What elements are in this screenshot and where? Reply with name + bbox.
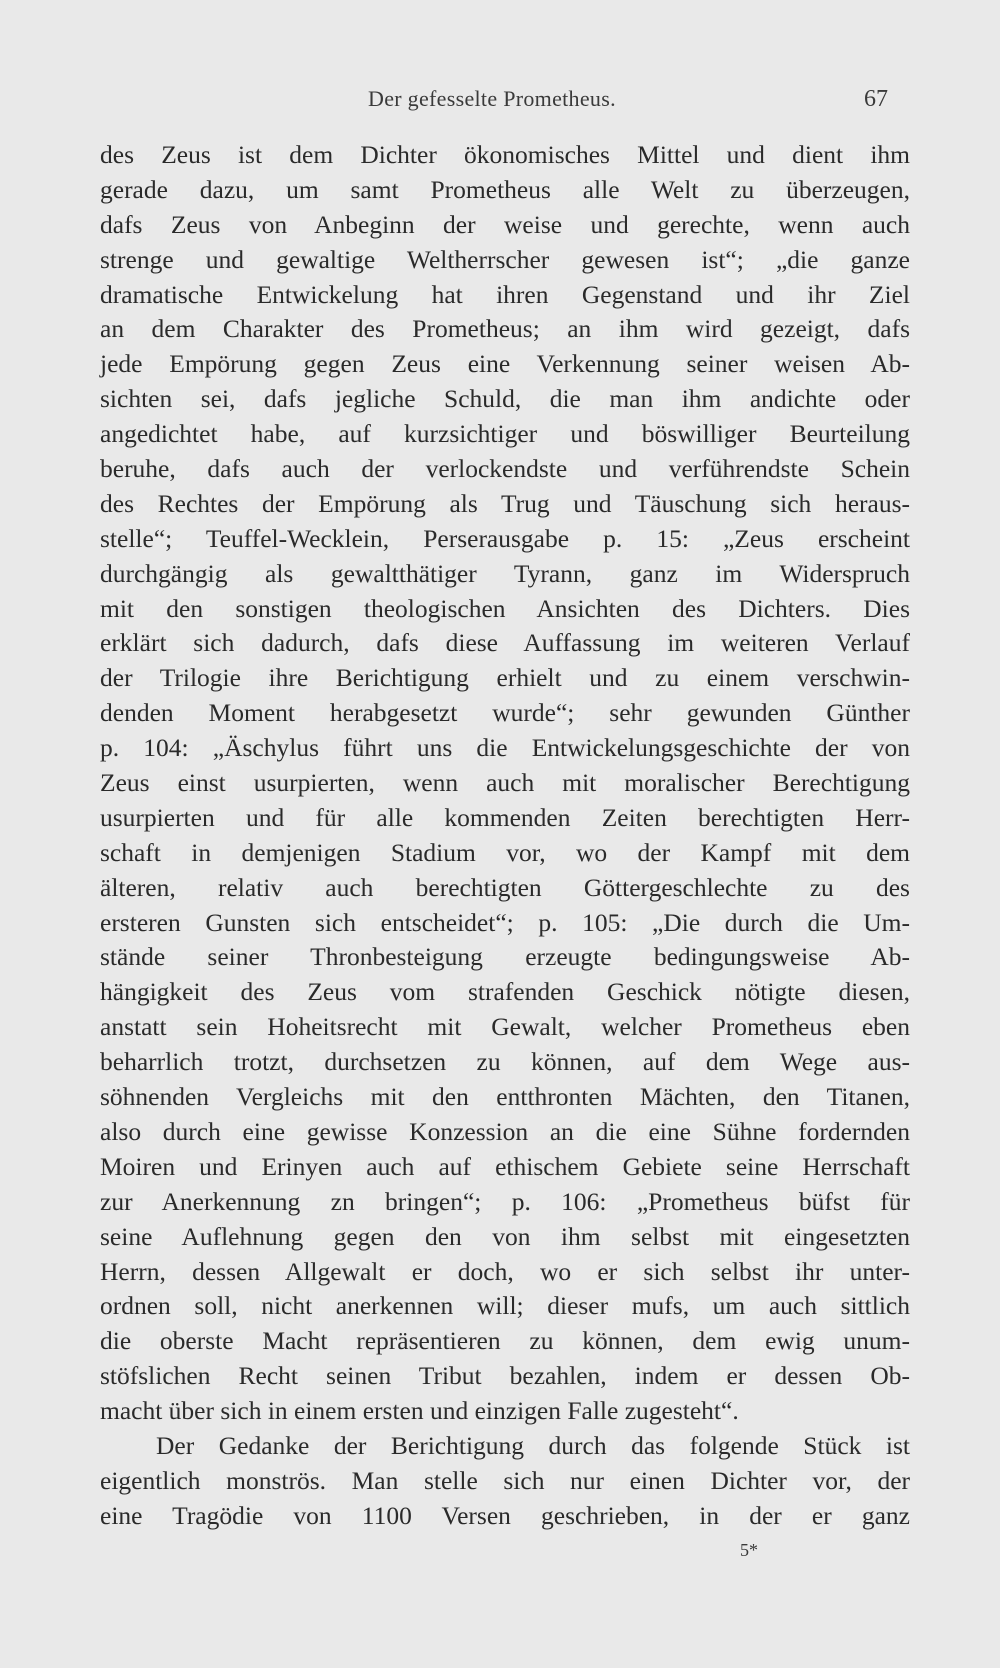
text-line: mit den sonstigen theologischen Ansichten des Dichters. Dies xyxy=(100,593,910,623)
text-line: macht über sich in einem ersten und einzigen Falle zugesteht“. xyxy=(100,1396,739,1426)
text-line: stöfslichen Recht seinen Tribut bezahlen, indem er dessen Ob- xyxy=(100,1361,910,1391)
text-line: eine Tragödie von 1100 Versen geschrieben, in der er ganz xyxy=(100,1500,910,1530)
text-line: anstatt sein Hoheitsrecht mit Gewalt, welcher Prometheus eben xyxy=(100,1012,910,1042)
text-line: jede Empörung gegen Zeus eine Verkennung seiner weisen Ab- xyxy=(100,349,910,379)
text-line: Moiren und Erinyen auch auf ethischem Gebiete seine Herrschaft xyxy=(100,1151,910,1181)
text-line: dramatische Entwickelung hat ihren Gegenstand und ihr Ziel xyxy=(100,279,910,309)
text-line: durchgängig als gewaltthätiger Tyrann, ganz im Widerspruch xyxy=(100,558,910,588)
text-line: ersteren Gunsten sich entscheidet“; p. 105: „Die durch die Um- xyxy=(100,907,910,937)
text-line: erklärt sich dadurch, dafs diese Auffassung im weiteren Verlauf xyxy=(100,628,910,658)
text-line: seine Auflehnung gegen den von ihm selbst mit eingesetzten xyxy=(100,1221,910,1251)
text-line: an dem Charakter des Prometheus; an ihm wird gezeigt, dafs xyxy=(100,314,910,344)
text-line: Zeus einst usurpierten, wenn auch mit moralischer Berechtigung xyxy=(100,768,910,798)
text-line: des Rechtes der Empörung als Trug und Täuschung sich heraus- xyxy=(100,488,910,518)
paragraph-first-line: Der Gedanke der Berichtigung durch das folgende Stück ist xyxy=(156,1430,910,1460)
text-line: stände seiner Thronbesteigung erzeugte bedingungsweise Ab- xyxy=(100,942,910,972)
text-line: söhnenden Vergleichs mit den entthronten Mächten, den Titanen, xyxy=(100,1082,910,1112)
text-line: also durch eine gewisse Konzession an die eine Sühne fordernden xyxy=(100,1116,910,1146)
text-line: hängigkeit des Zeus vom strafenden Geschick nötigte diesen, xyxy=(100,977,910,1007)
text-line: des Zeus ist dem Dichter ökonomisches Mittel und dient ihm xyxy=(100,140,910,169)
text-line: denden Moment herabgesetzt wurde“; sehr gewunden Günther xyxy=(100,698,910,728)
running-head: Der gefesselte Prometheus. xyxy=(368,86,616,111)
text-line: angedichtet habe, auf kurzsichtiger und böswilliger Beurteilung xyxy=(100,419,910,449)
body-text xyxy=(100,138,910,1534)
text-line: stelle“; Teuffel-Wecklein, Perserausgabe p. 15: „Zeus erscheint xyxy=(100,523,910,553)
sheet-signature: 5* xyxy=(740,1540,758,1560)
text-line: usurpierten und für alle kommenden Zeiten berechtigten Herr- xyxy=(100,802,910,832)
text-line: älteren, relativ auch berechtigten Göttergeschlechte zu des xyxy=(100,872,910,902)
text-line: gerade dazu, um samt Prometheus alle Welt zu überzeugen, xyxy=(100,174,910,204)
text-line: strenge und gewaltige Weltherrscher gewesen ist“; „die ganze xyxy=(100,244,910,274)
text-line: zur Anerkennung zn bringen“; p. 106: „Prometheus büfst für xyxy=(100,1186,910,1216)
text-line: beharrlich trotzt, durchsetzen zu können, auf dem Wege aus- xyxy=(100,1047,910,1077)
text-line: ordnen soll, nicht anerkennen will; dieser mufs, um auch sittlich xyxy=(100,1291,910,1321)
text-line: die oberste Macht repräsentieren zu können, dem ewig unum- xyxy=(100,1326,910,1356)
text-line: Herrn, dessen Allgewalt er doch, wo er sich selbst ihr unter- xyxy=(100,1256,910,1286)
text-line: sichten sei, dafs jegliche Schuld, die man ihm andichte oder xyxy=(100,384,910,414)
page-header xyxy=(0,86,1000,116)
text-line: der Trilogie ihre Berichtigung erhielt und zu einem verschwin- xyxy=(100,663,910,693)
text-line: dafs Zeus von Anbeginn der weise und gerechte, wenn auch xyxy=(100,209,910,239)
text-line: p. 104: „Äschylus führt uns die Entwickelungsgeschichte der von xyxy=(100,733,910,763)
text-line: schaft in demjenigen Stadium vor, wo der Kampf mit dem xyxy=(100,837,910,867)
text-line: eigentlich monströs. Man stelle sich nur einen Dichter vor, der xyxy=(100,1465,910,1495)
text-line: beruhe, dafs auch der verlockendste und verführendste Schein xyxy=(100,454,910,484)
page-number: 67 xyxy=(864,86,888,112)
